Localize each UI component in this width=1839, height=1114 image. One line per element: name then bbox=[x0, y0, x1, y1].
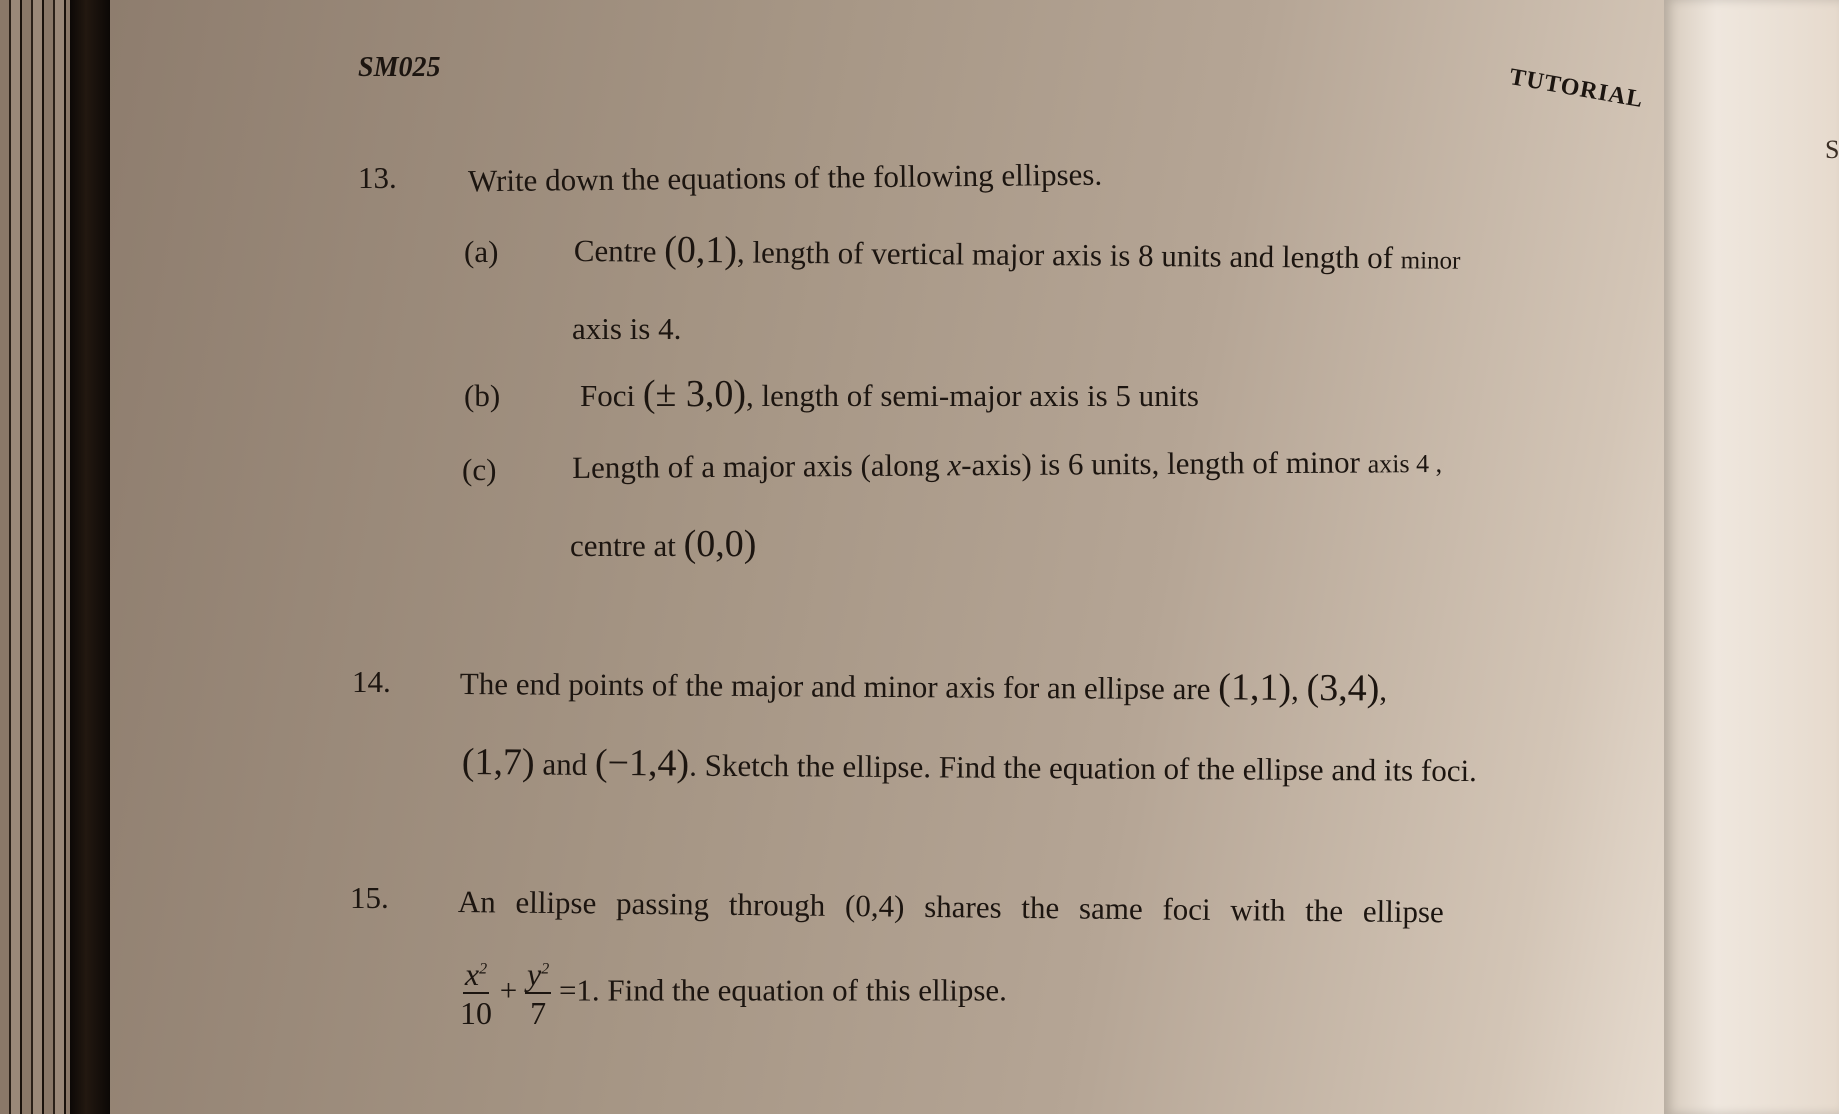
fraction-y-squared-over-7 bbox=[525, 958, 551, 1029]
frac1-numerator: x bbox=[464, 956, 480, 992]
question-15-line-1: An ellipse passing through (0,4) shares the same foci with the ellipse bbox=[457, 884, 1444, 930]
part-a-line-2: axis is 4. bbox=[572, 311, 682, 346]
q14-line1-pre: The end points of the major and minor axis for an ellipse are bbox=[459, 665, 1211, 707]
frac1-denominator: 10 bbox=[460, 995, 492, 1031]
part-c-pre: Length of a major axis (along bbox=[572, 447, 940, 485]
part-c-tail: axis 4 , bbox=[1367, 448, 1443, 479]
part-c-label: (c) bbox=[462, 452, 497, 487]
q14-point-1: (1,1) bbox=[1218, 666, 1292, 709]
plus-sign: + bbox=[499, 972, 518, 1008]
q15-line2-post: . Find the equation of this ellipse. bbox=[591, 972, 1007, 1008]
equals-one: =1 bbox=[558, 972, 592, 1008]
question-14-line-2 bbox=[462, 740, 1477, 791]
part-b-line bbox=[580, 372, 1199, 416]
frac2-exponent: 2 bbox=[541, 960, 550, 978]
question-15-number: 15. bbox=[350, 880, 389, 915]
frac1-exponent: 2 bbox=[479, 960, 488, 978]
question-15-line-2 bbox=[460, 958, 1007, 1029]
part-b-foci: (± 3,0) bbox=[642, 373, 747, 415]
part-a-label: (a) bbox=[464, 234, 499, 269]
part-b-pre: Foci bbox=[580, 378, 636, 413]
q14-point-4: (−1,4) bbox=[594, 741, 690, 785]
tutorial-label: TUTORIAL bbox=[1507, 64, 1646, 114]
part-b-label: (b) bbox=[464, 378, 501, 413]
part-c-line-1 bbox=[572, 444, 1442, 486]
stray-mark: S bbox=[1825, 135, 1839, 164]
fraction-x-squared-over-10 bbox=[460, 958, 492, 1029]
book-gutter bbox=[70, 0, 110, 1114]
q14-comma-1: , bbox=[1290, 671, 1299, 707]
question-14-line-1 bbox=[460, 660, 1388, 710]
frac2-denominator: 7 bbox=[530, 995, 547, 1031]
q14-line2-post: . Sketch the ellipse. Find the equation of the ellipse and its foci. bbox=[689, 747, 1478, 789]
part-a-pre: Centre bbox=[573, 232, 657, 269]
part-b-post: , length of semi-major axis is 5 units bbox=[746, 378, 1199, 413]
q14-comma-2: , bbox=[1379, 672, 1388, 708]
part-a-line-1 bbox=[574, 227, 1461, 279]
course-code: SM025 bbox=[358, 52, 441, 83]
part-c-line-2 bbox=[570, 522, 756, 566]
part-c-var: x bbox=[947, 447, 962, 483]
page-edge-stack bbox=[1664, 0, 1839, 1114]
q14-and: and bbox=[542, 746, 588, 782]
question-14-number: 14. bbox=[352, 664, 391, 699]
question-13-prompt: Write down the equations of the following ellipses. bbox=[467, 156, 1103, 199]
question-13-number: 13. bbox=[358, 160, 397, 195]
part-c-line2-pre: centre at bbox=[570, 528, 676, 563]
part-a-centre: (0,1) bbox=[664, 228, 738, 272]
part-c-mid: -axis) is 6 units, length of minor bbox=[961, 444, 1360, 483]
q14-point-2: (3,4) bbox=[1306, 666, 1380, 710]
frac2-numerator: y bbox=[526, 956, 542, 992]
part-a-tail: minor bbox=[1400, 247, 1461, 275]
part-a-post: , length of vertical major axis is 8 units and length of bbox=[736, 234, 1394, 276]
part-c-centre: (0,0) bbox=[683, 523, 757, 565]
q14-point-3: (1,7) bbox=[461, 741, 535, 784]
